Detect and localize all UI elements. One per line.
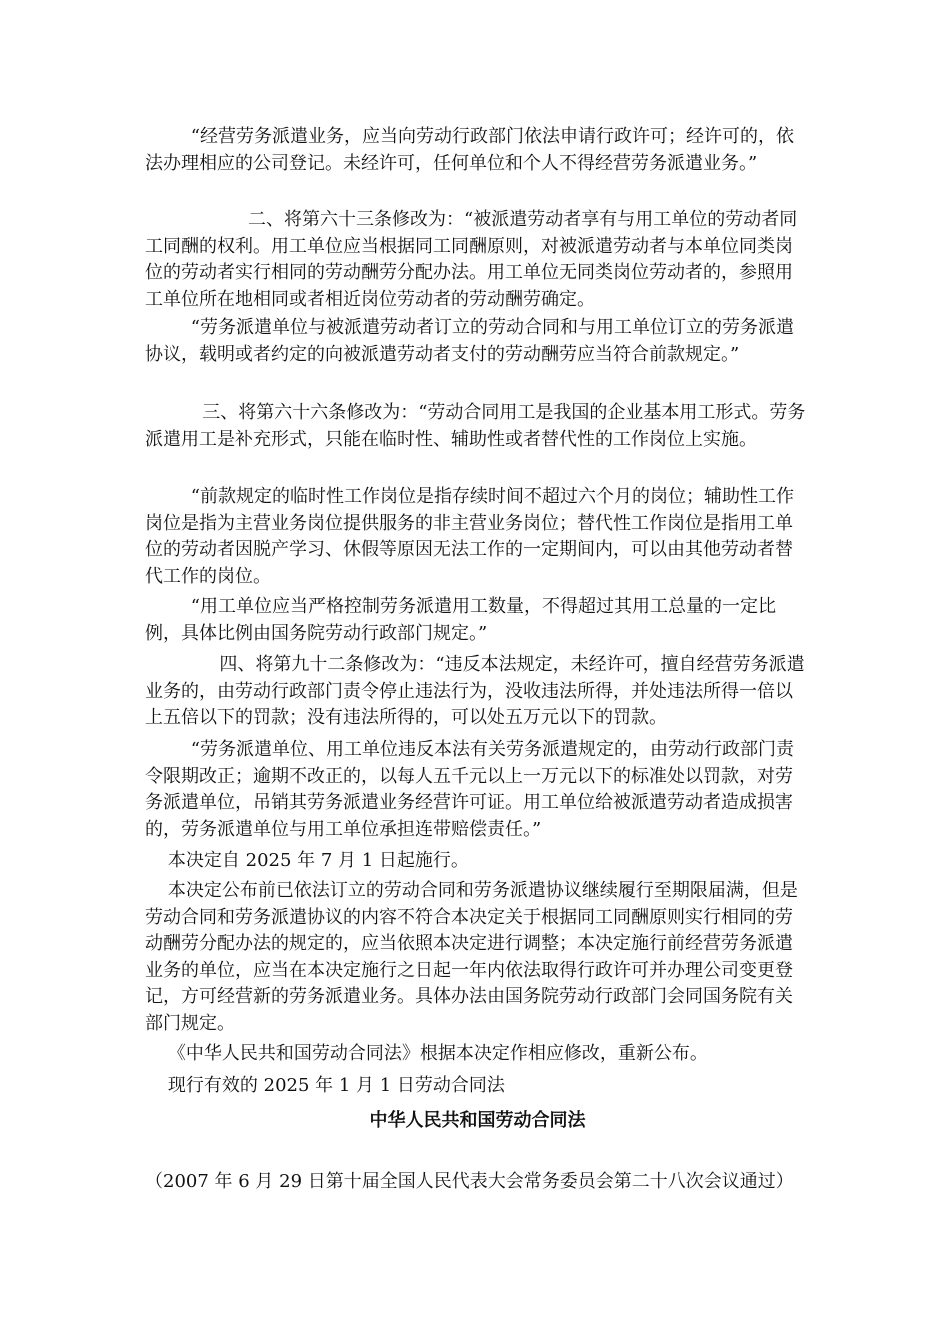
paragraph: “前款规定的临时性工作岗位是指存续时间不超过六个月的岗位；辅助性工作岗位是指为主营业务岗位提供服务的非主营业务岗位；替代性工作岗位是指用工单位的劳动者因脱产学习、休假等原因无法工作的一定期间内，可以由其他劳动者替代工作的岗位。	[145, 486, 794, 587]
paragraph: 《中华人民共和国劳动合同法》根据本决定作相应修改，重新公布。	[145, 1043, 708, 1064]
law-title: 中华人民共和国劳动合同法	[369, 1110, 586, 1131]
paragraph: “劳务派遣单位与被派遣劳动者订立的劳动合同和与用工单位订立的劳务派遣协议，载明或者约定的向被派遣劳动者支付的劳动酬劳应当符合前款规定。”	[145, 317, 794, 365]
paragraph: 二、将第六十三条修改为：“被派遣劳动者享有与用工单位的劳动者同工同酬的权利。用工单位应当根据同工同酬原则，对被派遣劳动者与本单位同类岗位的劳动者实行相同的劳动酬劳分配办法。用工单位无同类岗位劳动者的，参照用工单位所在地相同或者相近岗位劳动者的劳动酬劳确定。	[145, 209, 798, 310]
paragraph: 现行有效的 2025 年 1 月 1 日劳动合同法	[145, 1075, 505, 1096]
paragraph: 三、将第六十六条修改为：“劳动合同用工是我国的企业基本用工形式。劳务派遣用工是补充形式，只能在临时性、辅助性或者替代性的工作岗位上实施。	[145, 402, 806, 450]
paragraph: “用工单位应当严格控制劳务派遣用工数量，不得超过其用工总量的一定比例，具体比例由国务院劳动行政部门规定。”	[145, 596, 776, 644]
adoption-note: （2007 年 6 月 29 日第十届全国人民代表大会常务委员会第二十八次会议通过）	[145, 1144, 794, 1192]
paragraph: 四、将第九十二条修改为：“违反本法规定，未经许可，擅自经营劳务派遣业务的，由劳动行政部门责令停止违法行为，没收违法所得，并处违法所得一倍以上五倍以下的罚款；没有违法所得的，可以处五万元以下的罚款。	[145, 654, 805, 728]
paragraph: 本决定自 2025 年 7 月 1 日起施行。	[145, 850, 469, 871]
paragraph: “劳务派遣单位、用工单位违反本法有关劳务派遣规定的，由劳动行政部门责令限期改正；逾期不改正的，以每人五千元以上一万元以下的标准处以罚款，对劳务派遣单位，吊销其劳务派遣业务经营许可证。用工单位给被派遣劳动者造成损害的，劳务派遣单位与用工单位承担连带赔偿责任。”	[145, 739, 794, 840]
paragraph: “经营劳务派遣业务，应当向劳动行政部门依法申请行政许可；经许可的，依法办理相应的公司登记。未经许可，任何单位和个人不得经营劳务派遣业务。”	[145, 126, 794, 174]
paragraph: 本决定公布前已依法订立的劳动合同和劳务派遣协议继续履行至期限届满，但是劳动合同和劳务派遣协议的内容不符合本决定关于根据同工同酬原则实行相同的劳动酬劳分配办法的规定的，应当依照本决定进行调整；本决定施行前经营劳务派遣业务的单位，应当在本决定施行之日起一年内依法取得行政许可并办理公司变更登记，方可经营新的劳务派遣业务。具体办法由国务院劳动行政部门会同国务院有关部门规定。	[145, 880, 798, 1034]
